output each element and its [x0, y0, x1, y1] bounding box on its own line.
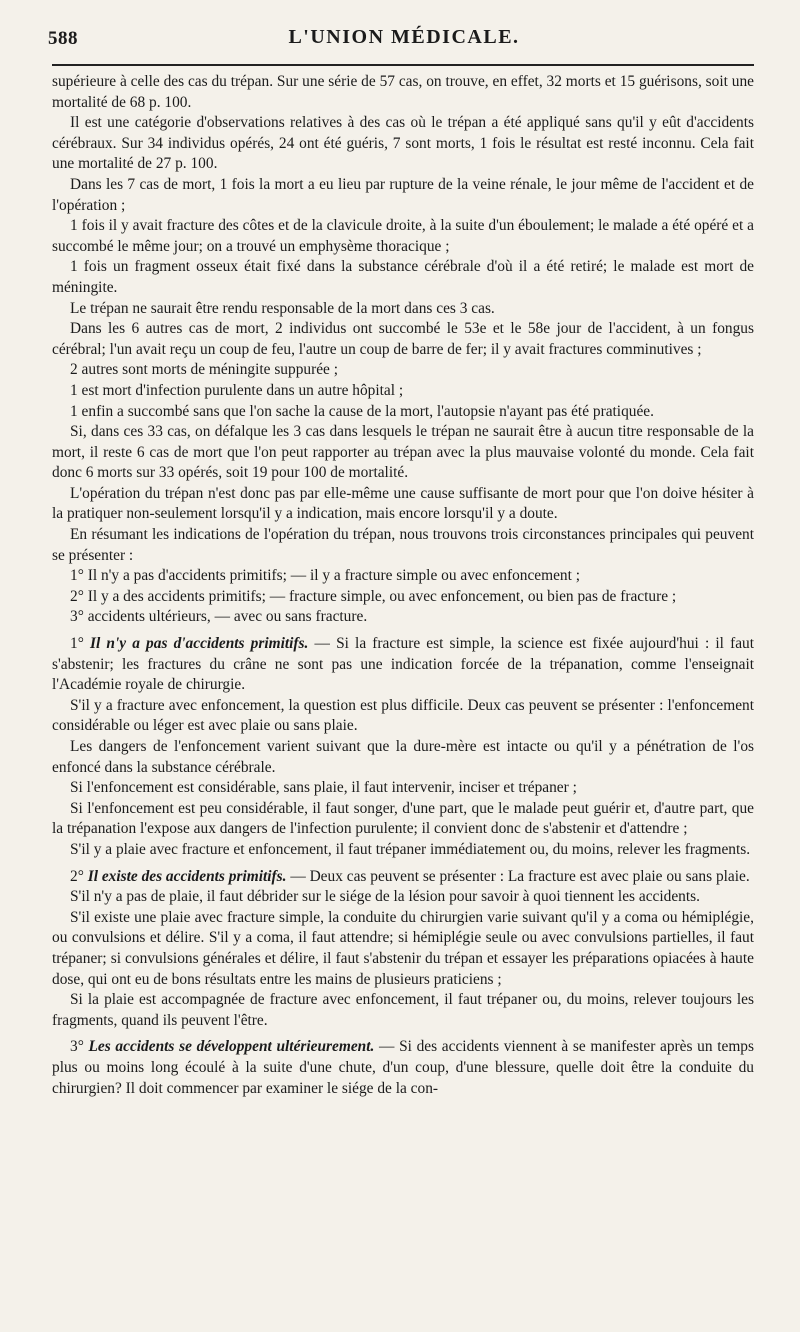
paragraph: Le trépan ne saurait être rendu responsable de la mort dans ces 3 cas.	[70, 299, 495, 317]
paragraph: L'opération du trépan n'est donc pas par elle-même une cause suffisante de mort pour que l'on doive hésiter à la pratiquer non-seulement lorsqu'il y a indication, mais encore lorsqu'il y a doute.	[52, 484, 754, 523]
paragraph: S'il existe une plaie avec fracture simple, la conduite du chirurgien varie suivant qu'il y a coma ou hémiplégie, ou convulsions et délire. S'il y a coma, il faut attendre; si hémiplégie seule ou avec convulsions partielles, il faut trépaner; si convulsions générales et délire, il faut s'abstenir du trépan et essayer les préparations opiacées à haute dose, qui ont eu de bons résultats entre les mains de plusieurs praticiens ;	[52, 908, 754, 988]
paragraph: 2 autres sont morts de méningite suppurée ;	[70, 361, 338, 379]
section-text: — Si la fracture est simple, la science est fixée aujourd'hui : il faut s'abstenir; les fractures du crâne ne sont pas une indication forcée de la trépanation, comme l'enseignait l'Académie royale de chirurgie.	[52, 635, 754, 694]
page-number: 588	[48, 28, 78, 49]
paragraph: Si, dans ces 33 cas, on défalque les 3 cas dans lesquels le trépan ne saurait être à aucun titre responsable de la mort, il reste 6 cas de mort que l'on peut rapporter au trépan avec la plus mauvaise volonté du monde. Cela fait donc 6 morts sur 33 opérés, soit 19 pour 100 de mortalité.	[52, 423, 754, 482]
paragraph: 1 enfin a succombé sans que l'on sache la cause de la mort, l'autopsie n'ayant pas été pratiquée.	[70, 402, 654, 420]
section-text: — Si des accidents viennent à se manifester après un temps plus ou moins long écoulé à la suite d'une chute, d'un coup, d'une blessure, quelle doit être la conduite du chirurgien? Il doit commencer par examiner le siége de la con-	[52, 1038, 754, 1097]
paragraph: Dans les 6 autres cas de mort, 2 individus ont succombé le 53e et le 58e jour de l'accident, à un fongus cérébral; l'un avait reçu un coup de feu, l'autre un coup de barre de fer; il y avait fractures comminutives ;	[52, 320, 754, 358]
article-body	[52, 72, 754, 1099]
running-title: L'UNION MÉDICALE.	[288, 26, 520, 48]
section-text: — Deux cas peuvent se présenter : La fracture est avec plaie ou sans plaie.	[286, 867, 750, 885]
section-title: Les accidents se développent ultérieurement.	[88, 1038, 375, 1056]
paragraph: En résumant les indications de l'opération du trépan, nous trouvons trois circonstances principales qui peuvent se présenter :	[52, 526, 754, 564]
paragraph: 1 est mort d'infection purulente dans un autre hôpital ;	[70, 381, 404, 399]
paragraph: Les dangers de l'enfoncement varient suivant que la dure-mère est intacte ou qu'il y a pénétration de l'os enfoncé dans la substance cérébrale.	[52, 738, 754, 776]
section-title: Il n'y a pas d'accidents primitifs.	[90, 635, 309, 653]
paragraph: Si l'enfoncement est peu considérable, il faut songer, d'une part, que le malade peut guérir et, d'autre part, que la trépanation l'expose aux dangers de l'infection purulente; il convient donc de s'abstenir et d'attendre ;	[52, 799, 754, 838]
paragraph: 1 fois un fragment osseux était fixé dans la substance cérébrale d'où il a été retiré; le malade est mort de méningite.	[52, 258, 754, 296]
paragraph: S'il n'y a pas de plaie, il faut débrider sur le siége de la lésion pour savoir à quoi tiennent les accidents.	[70, 888, 700, 906]
paragraph: Si l'enfoncement est considérable, sans plaie, il faut intervenir, inciser et trépaner ;	[70, 779, 577, 797]
section-number: 1°	[70, 635, 90, 653]
paragraph: Dans les 7 cas de mort, 1 fois la mort a eu lieu par rupture de la veine rénale, le jour même de l'accident et de l'opération ;	[52, 175, 754, 214]
section-heading-paragraph	[52, 1037, 754, 1099]
section-heading-paragraph	[52, 634, 754, 696]
paragraph: 1° Il n'y a pas d'accidents primitifs; — il y a fracture simple ou avec enfoncement ;	[70, 567, 581, 585]
paragraph: 1 fois il y avait fracture des côtes et de la clavicule droite, à la suite d'un éboulement; le malade a été opéré et a succombé le même jour; on a trouvé un emphysème thoracique ;	[52, 217, 754, 255]
paragraph: 3° accidents ultérieurs, — avec ou sans fracture.	[70, 608, 368, 626]
paragraph: S'il y a fracture avec enfoncement, la question est plus difficile. Deux cas peuvent se présenter : l'enfoncement considérable ou léger est avec plaie ou sans plaie.	[52, 696, 754, 735]
header-rule	[52, 64, 754, 66]
paragraph: Si la plaie est accompagnée de fracture avec enfoncement, il faut trépaner ou, du moins, relever toujours les fragments, quand ils peuvent l'être.	[52, 991, 754, 1029]
section-number: 2°	[70, 867, 88, 885]
paragraph: 2° Il y a des accidents primitifs; — fracture simple, ou avec enfoncement, ou bien pas de fracture ;	[70, 587, 677, 605]
paragraph: S'il y a plaie avec fracture et enfoncement, il faut trépaner immédiatement ou, du moins, relever les fragments.	[70, 840, 751, 858]
section-title: Il existe des accidents primitifs.	[87, 867, 287, 885]
paragraph: supérieure à celle des cas du trépan. Sur une série de 57 cas, on trouve, en effet, 32 morts et 15 guérisons, soit une mortalité de 68 p. 100.	[52, 73, 754, 111]
paragraph: Il est une catégorie d'observations relatives à des cas où le trépan a été appliqué sans qu'il y eût d'accidents cérébraux. Sur 34 individus opérés, 24 ont été guéris, 7 sont morts, 1 fois le résultat est resté inconnu. Cela fait une mortalité de 27 p. 100.	[52, 114, 754, 173]
section-heading-paragraph	[52, 867, 754, 888]
section-number: 3°	[70, 1038, 89, 1056]
page-header	[48, 22, 760, 58]
